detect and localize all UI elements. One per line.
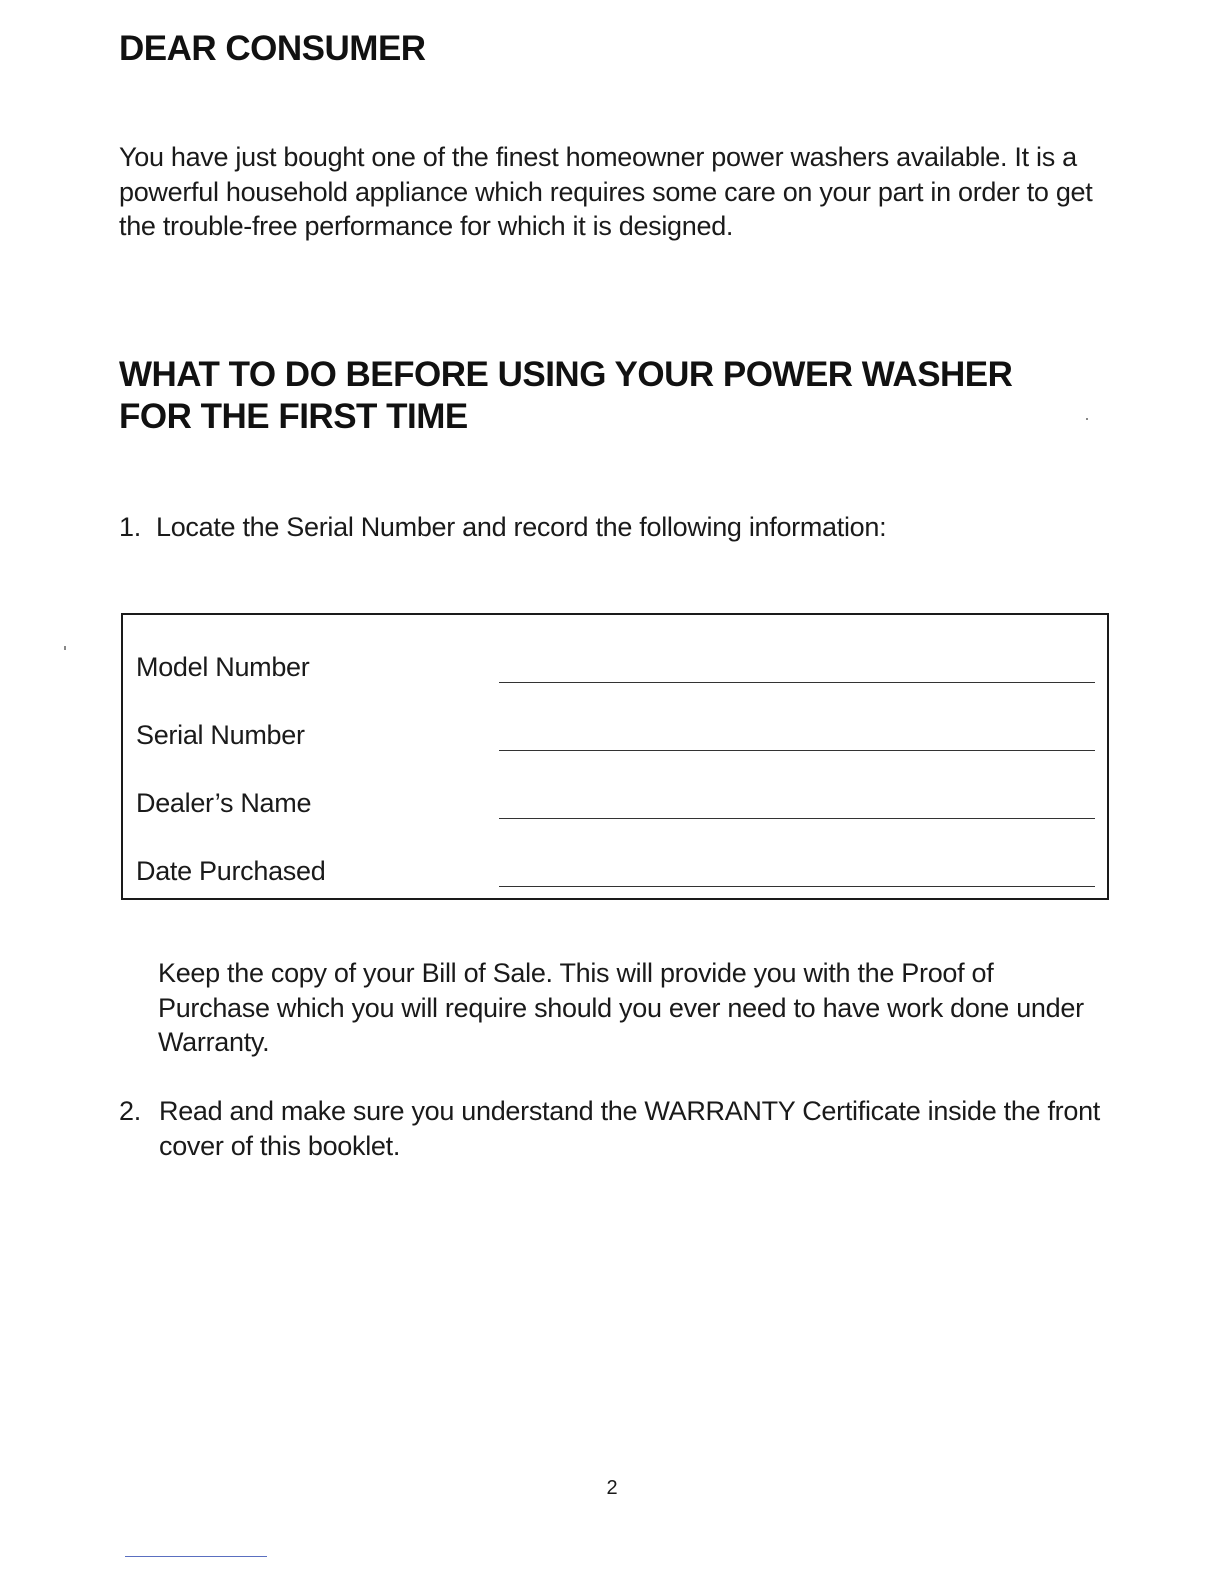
model-number-field[interactable]	[499, 682, 1095, 683]
date-purchased-label: Date Purchased	[136, 856, 326, 886]
step-2-number: 2.	[119, 1096, 141, 1126]
serial-number-label: Serial Number	[136, 720, 305, 750]
serial-record-form	[121, 613, 1109, 900]
serial-number-field[interactable]	[499, 750, 1095, 751]
before-use-heading	[119, 354, 1119, 438]
scan-speck	[64, 646, 66, 650]
dealers-name-field[interactable]	[499, 818, 1095, 819]
bottom-edge-rule	[125, 1556, 267, 1557]
form-row-model-number	[123, 650, 1107, 690]
step-1-text: Locate the Serial Number and record the following information:	[156, 512, 887, 542]
scan-speck	[1086, 418, 1088, 420]
before-use-heading-line-2: FOR THE FIRST TIME	[119, 397, 468, 436]
dear-consumer-heading: DEAR CONSUMER	[119, 29, 426, 68]
page-number: 2	[606, 1477, 618, 1499]
before-use-heading-line-1: WHAT TO DO BEFORE USING YOUR POWER WASHER	[119, 355, 1013, 394]
step-2	[119, 1094, 1119, 1163]
form-row-date-purchased	[123, 854, 1107, 894]
bill-of-sale-note: Keep the copy of your Bill of Sale. This will provide you with the Proof of Purchase which you will require should you ever need to have work done under Warranty.	[158, 958, 1084, 1057]
date-purchased-field[interactable]	[499, 886, 1095, 887]
step-1	[119, 510, 1119, 545]
form-row-serial-number	[123, 718, 1107, 758]
step-2-text: Read and make sure you understand the WARRANTY Certificate inside the front cover of this booklet.	[159, 1096, 1100, 1161]
intro-paragraph: You have just bought one of the finest homeowner power washers available. It is a powerful household appliance which requires some care on your part in order to get the trouble-free performance for which it is designed.	[119, 142, 1093, 241]
dealers-name-label: Dealer’s Name	[136, 788, 312, 818]
model-number-label: Model Number	[136, 652, 310, 682]
form-row-dealers-name	[123, 786, 1107, 826]
step-1-number: 1.	[119, 512, 141, 542]
